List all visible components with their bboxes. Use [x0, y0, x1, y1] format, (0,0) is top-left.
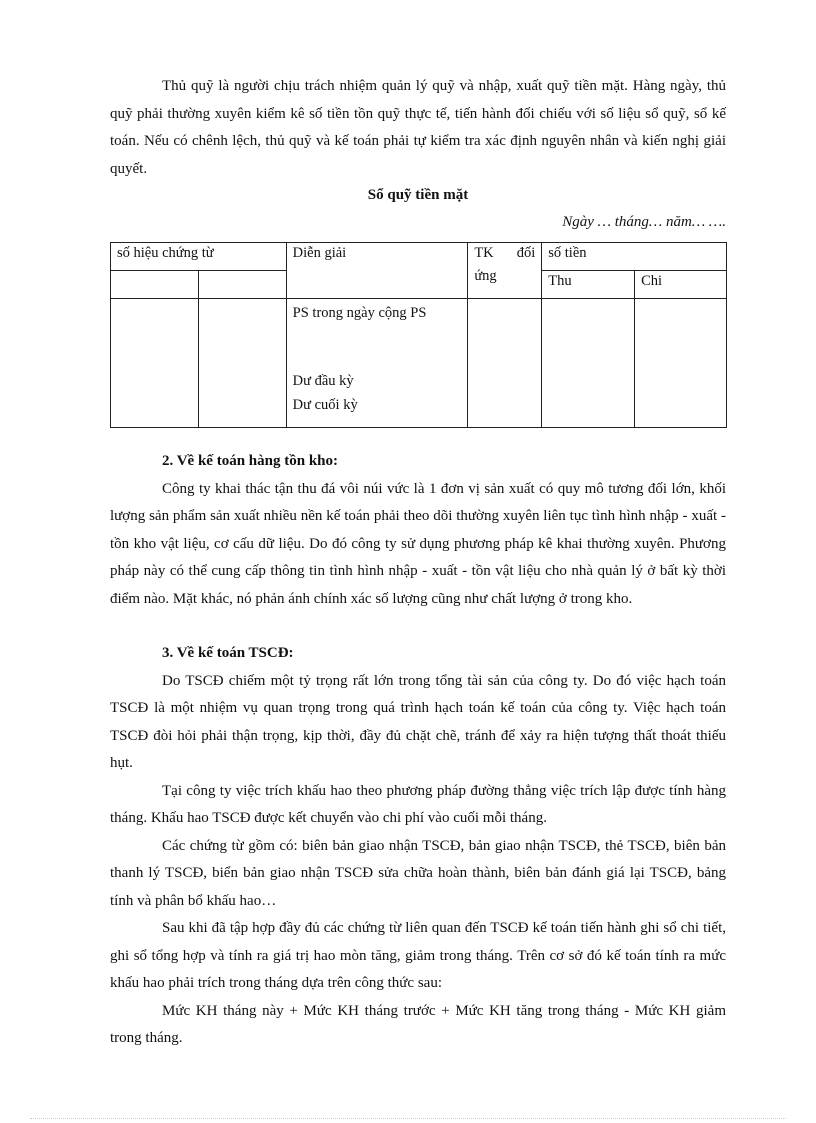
header-voucher-sub2: [198, 271, 286, 299]
table-body-row: [111, 299, 727, 428]
header-description: Diễn giải: [286, 243, 468, 299]
header-amount: số tiền: [542, 243, 727, 271]
section3-paragraph-4: Sau khi đã tập hợp đầy đủ các chứng từ liên quan đến TSCĐ kế toán tiến hành ghi sổ chi tiết, ghi sổ tổng hợp và tính ra giá trị hao mòn tăng, giảm trong tháng. Trên cơ sở đó kế toán tính ra mức khấu hao phải trích trong tháng dựa trên công thức sau:: [110, 920, 726, 991]
row-label-opening-balance: Dư đầu kỳ: [292, 373, 354, 389]
section3-heading: 3. Về kế toán TSCĐ:: [162, 645, 294, 661]
table-header-row: [111, 243, 727, 271]
cell-payment: [635, 299, 727, 428]
header-doi-label: đối: [516, 245, 536, 261]
header-voucher-number: số hiệu chứng từ: [111, 243, 287, 271]
page-bottom-rule: [30, 1118, 786, 1119]
header-voucher-sub1: [111, 271, 199, 299]
section3-paragraph-2: Tại công ty việc trích khấu hao theo phương pháp đường thẳng việc trích lập được tính hàng tháng. Khấu hao TSCĐ được kết chuyển vào chi phí vào cuối mỗi tháng.: [110, 782, 726, 826]
cell-voucher-a: [111, 299, 199, 428]
header-payment: Chi: [635, 271, 727, 299]
section2-paragraph: Công ty khai thác tận thu đá vôi núi vức là 1 đơn vị sản xuất có quy mô tương đối lớn, khối lượng sản phẩm sản xuất nhiều nền kế toán phải theo dõi thường xuyên liên tục tình hình nhập - xuất - tồn kho vật liệu, cơ cấu dữ liệu. Do đó công ty sử dụng phương pháp kê khai thường xuyên. Phương pháp này có thể cung cấp thông tin tình hình nhập - xuất - tồn vật liệu cho nhà quản lý ở bất kỳ thời điểm nào. Mặt khác, nó phản ánh chính xác số lượng cũng như chất lượng ở trong kho.: [110, 480, 726, 607]
cell-description: [286, 299, 468, 428]
section-inventory: [110, 448, 726, 613]
section-fixed-assets: [110, 640, 726, 1053]
cash-ledger-table: [110, 242, 727, 428]
cell-counter-account: [468, 299, 542, 428]
header-tk-label: TK: [474, 245, 494, 261]
section3-paragraph-5: Mức KH tháng này + Mức KH tháng trước + Mức KH tăng trong tháng - Mức KH giảm trong tháng.: [110, 1002, 726, 1046]
ledger-date-line: Ngày … tháng… năm… ….: [562, 214, 726, 230]
cell-receipt: [542, 299, 635, 428]
header-counter-account: [468, 243, 542, 299]
ledger-title: Sổ quỹ tiền mặt: [367, 187, 469, 203]
intro-paragraph: Thủ quỹ là người chịu trách nhiệm quản lý quỹ và nhập, xuất quỹ tiền mặt. Hàng ngày, thủ quỹ phải thường xuyên kiểm kê số tiền tồn quỹ thực tế, tiến hành đối chiếu với số liệu sổ quỹ, sổ kế toán. Nếu có chênh lệch, thủ quỹ và kế toán phải tự kiểm tra xác định nguyên nhân và kiến nghị giải quyết.: [110, 78, 726, 177]
section3-paragraph-1: Do TSCĐ chiếm một tỷ trọng rất lớn trong tổng tài sản của công ty. Do đó việc hạch toán TSCĐ là một nhiệm vụ quan trọng trong quá trình hạch toán kế toán của công ty. Việc hạch toán TSCĐ đòi hỏi phải thận trọng, kịp thời, đầy đủ chặt chẽ, tránh để xảy ra hiện tượng thất thoát thiếu hụt.: [110, 672, 726, 771]
header-ung-label: ứng: [474, 268, 497, 284]
header-receipt: Thu: [542, 271, 635, 299]
row-label-closing-balance: Dư cuối kỳ: [292, 397, 358, 413]
row-label-daily-total: PS trong ngày cộng PS: [292, 305, 427, 321]
section2-heading: 2. Về kế toán hàng tồn kho:: [162, 453, 339, 469]
cell-voucher-b: [198, 299, 286, 428]
section3-paragraph-3: Các chứng từ gồm có: biên bản giao nhận TSCĐ, bản giao nhận TSCĐ, thẻ TSCĐ, biên bản thanh lý TSCĐ, biển bản giao nhận TSCĐ sửa chữa hoàn thành, biên bản đánh giá lại TSCĐ, bảng tính và phân bổ khấu hao…: [110, 837, 726, 909]
